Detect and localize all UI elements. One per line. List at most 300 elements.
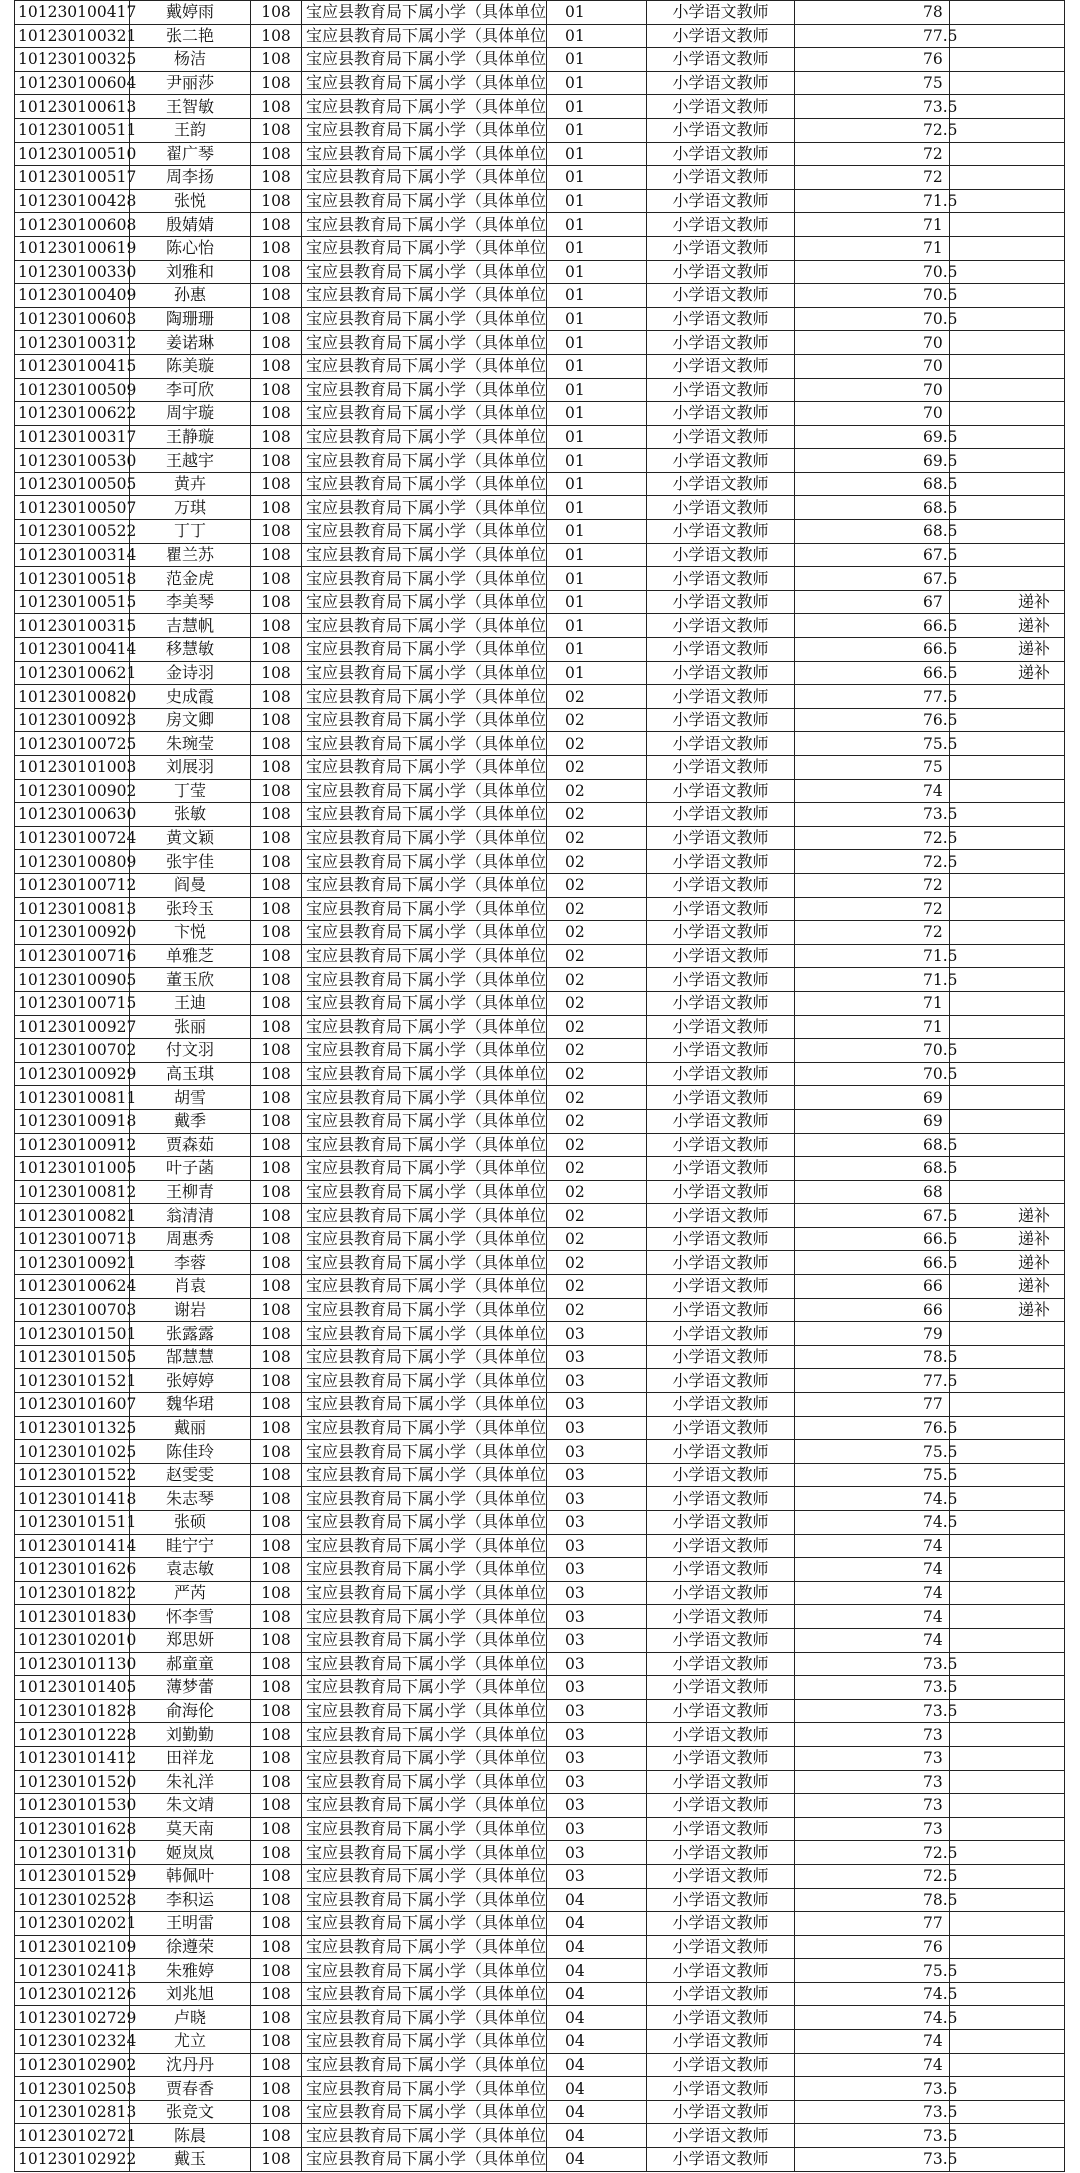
employer-cell: 宝应县教育局下属小学（具体单位 (302, 543, 547, 567)
table-row (15, 189, 1065, 213)
employer-cell: 宝应县教育局下属小学（具体单位 (302, 402, 547, 426)
position-name-cell: 小学语文教师 (647, 1251, 795, 1275)
position-code-cell: 02 (547, 968, 647, 992)
position-code-cell: 04 (547, 2030, 647, 2054)
candidate-name-cell: 王柳青 (130, 1180, 251, 1204)
remark-cell (950, 2100, 1065, 2124)
remark-cell (950, 1581, 1065, 1605)
dept-code-cell: 108 (251, 1322, 302, 1346)
candidate-name-cell: 王明雷 (130, 1912, 251, 1936)
position-code-cell: 03 (547, 1723, 647, 1747)
exam-id-cell: 101230101412 (15, 1746, 130, 1770)
exam-id-cell: 101230100929 (15, 1062, 130, 1086)
score-cell: 73.5 (795, 1652, 950, 1676)
employer-cell: 宝应县教育局下属小学（具体单位 (302, 24, 547, 48)
candidate-name-cell: 戴季 (130, 1109, 251, 1133)
remark-cell (950, 118, 1065, 142)
score-cell: 72 (795, 921, 950, 945)
score-cell: 76.5 (795, 708, 950, 732)
score-cell: 74.5 (795, 1487, 950, 1511)
employer-cell: 宝应县教育局下属小学（具体单位 (302, 1298, 547, 1322)
exam-id-cell: 101230100330 (15, 260, 130, 284)
table-row (15, 1652, 1065, 1676)
remark-cell: 递补 (950, 661, 1065, 685)
dept-code-cell: 108 (251, 708, 302, 732)
table-row (15, 71, 1065, 95)
exam-id-cell: 101230100716 (15, 944, 130, 968)
results-table (14, 0, 1065, 2172)
position-code-cell: 01 (547, 425, 647, 449)
dept-code-cell: 108 (251, 1298, 302, 1322)
position-code-cell: 01 (547, 24, 647, 48)
score-cell: 77.5 (795, 1369, 950, 1393)
employer-cell: 宝应县教育局下属小学（具体单位 (302, 1086, 547, 1110)
position-name-cell: 小学语文教师 (647, 1039, 795, 1063)
score-cell: 67.5 (795, 543, 950, 567)
table-row (15, 1322, 1065, 1346)
dept-code-cell: 108 (251, 213, 302, 237)
dept-code-cell: 108 (251, 1109, 302, 1133)
position-name-cell: 小学语文教师 (647, 1062, 795, 1086)
candidate-name-cell: 金诗羽 (130, 661, 251, 685)
exam-id-cell: 101230101822 (15, 1581, 130, 1605)
dept-code-cell: 108 (251, 638, 302, 662)
remark-cell (950, 1628, 1065, 1652)
remark-cell (950, 24, 1065, 48)
dept-code-cell: 108 (251, 1275, 302, 1299)
position-name-cell: 小学语文教师 (647, 1275, 795, 1299)
position-code-cell: 03 (547, 1817, 647, 1841)
position-name-cell: 小学语文教师 (647, 756, 795, 780)
position-name-cell: 小学语文教师 (647, 1581, 795, 1605)
table-row (15, 2148, 1065, 2172)
remark-cell (950, 95, 1065, 119)
remark-cell (950, 921, 1065, 945)
score-cell: 77 (795, 1393, 950, 1417)
dept-code-cell: 108 (251, 779, 302, 803)
position-code-cell: 01 (547, 307, 647, 331)
position-name-cell: 小学语文教师 (647, 331, 795, 355)
score-cell: 69.5 (795, 449, 950, 473)
remark-cell (950, 991, 1065, 1015)
score-cell: 74 (795, 2030, 950, 2054)
dept-code-cell: 108 (251, 378, 302, 402)
candidate-name-cell: 丁丁 (130, 520, 251, 544)
table-row (15, 921, 1065, 945)
position-name-cell: 小学语文教师 (647, 378, 795, 402)
position-code-cell: 04 (547, 2077, 647, 2101)
position-code-cell: 03 (547, 1746, 647, 1770)
position-name-cell: 小学语文教师 (647, 118, 795, 142)
remark-cell (950, 331, 1065, 355)
position-code-cell: 03 (547, 1581, 647, 1605)
exam-id-cell: 101230100820 (15, 685, 130, 709)
candidate-name-cell: 周惠秀 (130, 1227, 251, 1251)
exam-id-cell: 101230101628 (15, 1817, 130, 1841)
table-row (15, 873, 1065, 897)
employer-cell: 宝应县教育局下属小学（具体单位 (302, 284, 547, 308)
employer-cell: 宝应县教育局下属小学（具体单位 (302, 2006, 547, 2030)
score-cell: 71 (795, 236, 950, 260)
position-code-cell: 03 (547, 1864, 647, 1888)
dept-code-cell: 108 (251, 402, 302, 426)
remark-cell: 递补 (950, 1275, 1065, 1299)
score-cell: 74 (795, 1534, 950, 1558)
score-cell: 66.5 (795, 1251, 950, 1275)
position-code-cell: 01 (547, 331, 647, 355)
score-cell: 75.5 (795, 1959, 950, 1983)
score-cell: 73.5 (795, 803, 950, 827)
remark-cell (950, 142, 1065, 166)
position-code-cell: 04 (547, 1982, 647, 2006)
position-name-cell: 小学语文教师 (647, 708, 795, 732)
employer-cell: 宝应县教育局下属小学（具体单位 (302, 944, 547, 968)
exam-id-cell: 101230100325 (15, 48, 130, 72)
position-code-cell: 03 (547, 1322, 647, 1346)
remark-cell (950, 1558, 1065, 1582)
score-cell: 72 (795, 142, 950, 166)
position-code-cell: 04 (547, 1935, 647, 1959)
table-row (15, 2030, 1065, 2054)
position-code-cell: 03 (547, 1345, 647, 1369)
position-name-cell: 小学语文教师 (647, 2006, 795, 2030)
candidate-name-cell: 张玲玉 (130, 897, 251, 921)
score-cell: 67 (795, 590, 950, 614)
exam-id-cell: 101230100317 (15, 425, 130, 449)
exam-id-cell: 101230100417 (15, 1, 130, 25)
dept-code-cell: 108 (251, 2006, 302, 2030)
table-row (15, 48, 1065, 72)
exam-id-cell: 101230100510 (15, 142, 130, 166)
dept-code-cell: 108 (251, 1251, 302, 1275)
position-code-cell: 04 (547, 2148, 647, 2172)
candidate-name-cell: 朱文靖 (130, 1794, 251, 1818)
position-code-cell: 03 (547, 1770, 647, 1794)
position-name-cell: 小学语文教师 (647, 1817, 795, 1841)
position-name-cell: 小学语文教师 (647, 897, 795, 921)
remark-cell (950, 803, 1065, 827)
position-code-cell: 01 (547, 520, 647, 544)
position-code-cell: 01 (547, 260, 647, 284)
position-code-cell: 01 (547, 236, 647, 260)
candidate-name-cell: 张婷婷 (130, 1369, 251, 1393)
candidate-name-cell: 怀李雪 (130, 1605, 251, 1629)
table-row (15, 803, 1065, 827)
candidate-name-cell: 刘勤勤 (130, 1723, 251, 1747)
employer-cell: 宝应县教育局下属小学（具体单位 (302, 873, 547, 897)
dept-code-cell: 108 (251, 921, 302, 945)
exam-id-cell: 101230102922 (15, 2148, 130, 2172)
position-name-cell: 小学语文教师 (647, 425, 795, 449)
table-row (15, 1534, 1065, 1558)
employer-cell: 宝应县教育局下属小学（具体单位 (302, 307, 547, 331)
dept-code-cell: 108 (251, 732, 302, 756)
position-name-cell: 小学语文教师 (647, 1982, 795, 2006)
remark-cell: 递补 (950, 1227, 1065, 1251)
position-code-cell: 03 (547, 1534, 647, 1558)
employer-cell: 宝应县教育局下属小学（具体单位 (302, 1275, 547, 1299)
candidate-name-cell: 周宇璇 (130, 402, 251, 426)
position-code-cell: 02 (547, 1133, 647, 1157)
score-cell: 72.5 (795, 118, 950, 142)
position-name-cell: 小学语文教师 (647, 590, 795, 614)
exam-id-cell: 101230100715 (15, 991, 130, 1015)
score-cell: 70 (795, 354, 950, 378)
remark-cell (950, 2030, 1065, 2054)
position-code-cell: 01 (547, 166, 647, 190)
dept-code-cell: 108 (251, 1180, 302, 1204)
position-name-cell: 小学语文教师 (647, 1393, 795, 1417)
remark-cell (950, 1511, 1065, 1535)
table-row (15, 1794, 1065, 1818)
table-row (15, 1133, 1065, 1157)
employer-cell: 宝应县教育局下属小学（具体单位 (302, 1817, 547, 1841)
candidate-name-cell: 俞海伦 (130, 1699, 251, 1723)
employer-cell: 宝应县教育局下属小学（具体单位 (302, 685, 547, 709)
table-row (15, 614, 1065, 638)
candidate-name-cell: 瞿兰苏 (130, 543, 251, 567)
position-code-cell: 02 (547, 850, 647, 874)
candidate-name-cell: 陈美璇 (130, 354, 251, 378)
dept-code-cell: 108 (251, 496, 302, 520)
score-cell: 73 (795, 1794, 950, 1818)
score-cell: 74.5 (795, 1982, 950, 2006)
table-row (15, 661, 1065, 685)
employer-cell: 宝应县教育局下属小学（具体单位 (302, 1676, 547, 1700)
candidate-name-cell: 韩佩叶 (130, 1864, 251, 1888)
dept-code-cell: 108 (251, 236, 302, 260)
score-cell: 73.5 (795, 2124, 950, 2148)
candidate-name-cell: 翟广琴 (130, 142, 251, 166)
position-code-cell: 04 (547, 1912, 647, 1936)
candidate-name-cell: 胡雪 (130, 1086, 251, 1110)
table-row (15, 1393, 1065, 1417)
candidate-name-cell: 薄梦蕾 (130, 1676, 251, 1700)
score-cell: 68.5 (795, 520, 950, 544)
remark-cell (950, 1062, 1065, 1086)
dept-code-cell: 108 (251, 331, 302, 355)
candidate-name-cell: 朱志琴 (130, 1487, 251, 1511)
remark-cell (950, 2124, 1065, 2148)
exam-id-cell: 101230102902 (15, 2053, 130, 2077)
candidate-name-cell: 董玉欣 (130, 968, 251, 992)
employer-cell: 宝应县教育局下属小学（具体单位 (302, 756, 547, 780)
position-code-cell: 03 (547, 1558, 647, 1582)
position-name-cell: 小学语文教师 (647, 1322, 795, 1346)
remark-cell (950, 48, 1065, 72)
exam-id-cell: 101230100414 (15, 638, 130, 662)
exam-id-cell: 101230100813 (15, 897, 130, 921)
dept-code-cell: 108 (251, 543, 302, 567)
candidate-name-cell: 贾春香 (130, 2077, 251, 2101)
exam-id-cell: 101230102413 (15, 1959, 130, 1983)
remark-cell (950, 520, 1065, 544)
position-code-cell: 01 (547, 449, 647, 473)
remark-cell (950, 944, 1065, 968)
candidate-name-cell: 李可欣 (130, 378, 251, 402)
remark-cell (950, 1935, 1065, 1959)
candidate-name-cell: 严芮 (130, 1581, 251, 1605)
exam-id-cell: 101230100923 (15, 708, 130, 732)
position-name-cell: 小学语文教师 (647, 1841, 795, 1865)
table-row (15, 2053, 1065, 2077)
score-cell: 76 (795, 48, 950, 72)
candidate-name-cell: 房文卿 (130, 708, 251, 732)
table-row (15, 1298, 1065, 1322)
position-code-cell: 04 (547, 2053, 647, 2077)
exam-id-cell: 101230102503 (15, 2077, 130, 2101)
exam-id-cell: 101230101130 (15, 1652, 130, 1676)
dept-code-cell: 108 (251, 1440, 302, 1464)
candidate-name-cell: 朱礼洋 (130, 1770, 251, 1794)
exam-id-cell: 101230100603 (15, 307, 130, 331)
position-code-cell: 01 (547, 543, 647, 567)
remark-cell (950, 1109, 1065, 1133)
position-code-cell: 01 (547, 590, 647, 614)
candidate-name-cell: 高玉琪 (130, 1062, 251, 1086)
exam-id-cell: 101230102126 (15, 1982, 130, 2006)
candidate-name-cell: 谢岩 (130, 1298, 251, 1322)
remark-cell (950, 2148, 1065, 2172)
employer-cell: 宝应县教育局下属小学（具体单位 (302, 189, 547, 213)
employer-cell: 宝应县教育局下属小学（具体单位 (302, 2100, 547, 2124)
dept-code-cell: 108 (251, 1369, 302, 1393)
position-code-cell: 02 (547, 1109, 647, 1133)
table-row (15, 1345, 1065, 1369)
exam-id-cell: 101230101607 (15, 1393, 130, 1417)
score-cell: 77.5 (795, 24, 950, 48)
position-code-cell: 02 (547, 1204, 647, 1228)
table-row (15, 496, 1065, 520)
dept-code-cell: 108 (251, 1817, 302, 1841)
candidate-name-cell: 赵雯雯 (130, 1463, 251, 1487)
remark-cell (950, 2053, 1065, 2077)
exam-id-cell: 101230100812 (15, 1180, 130, 1204)
candidate-name-cell: 戴玉 (130, 2148, 251, 2172)
position-name-cell: 小学语文教师 (647, 354, 795, 378)
dept-code-cell: 108 (251, 826, 302, 850)
score-cell: 73 (795, 1723, 950, 1747)
position-name-cell: 小学语文教师 (647, 236, 795, 260)
exam-id-cell: 101230100905 (15, 968, 130, 992)
table-row (15, 685, 1065, 709)
score-cell: 71 (795, 213, 950, 237)
score-cell: 68.5 (795, 496, 950, 520)
candidate-name-cell: 翁清清 (130, 1204, 251, 1228)
dept-code-cell: 108 (251, 520, 302, 544)
position-name-cell: 小学语文教师 (647, 1204, 795, 1228)
employer-cell: 宝应县教育局下属小学（具体单位 (302, 1345, 547, 1369)
dept-code-cell: 108 (251, 2148, 302, 2172)
dept-code-cell: 108 (251, 1699, 302, 1723)
exam-id-cell: 101230101228 (15, 1723, 130, 1747)
table-row (15, 24, 1065, 48)
dept-code-cell: 108 (251, 1558, 302, 1582)
dept-code-cell: 108 (251, 1676, 302, 1700)
position-code-cell: 02 (547, 1039, 647, 1063)
score-cell: 73.5 (795, 2100, 950, 2124)
employer-cell: 宝应县教育局下属小学（具体单位 (302, 1, 547, 25)
score-cell: 76.5 (795, 1416, 950, 1440)
position-name-cell: 小学语文教师 (647, 2053, 795, 2077)
position-code-cell: 02 (547, 685, 647, 709)
position-name-cell: 小学语文教师 (647, 1534, 795, 1558)
candidate-name-cell: 张悦 (130, 189, 251, 213)
position-code-cell: 04 (547, 1888, 647, 1912)
exam-id-cell: 101230101325 (15, 1416, 130, 1440)
remark-cell (950, 756, 1065, 780)
score-cell: 75.5 (795, 732, 950, 756)
exam-id-cell: 101230101520 (15, 1770, 130, 1794)
candidate-name-cell: 吉慧帆 (130, 614, 251, 638)
exam-id-cell: 101230100920 (15, 921, 130, 945)
table-row (15, 378, 1065, 402)
table-row (15, 213, 1065, 237)
dept-code-cell: 108 (251, 1959, 302, 1983)
exam-id-cell: 101230101418 (15, 1487, 130, 1511)
position-code-cell: 02 (547, 1157, 647, 1181)
employer-cell: 宝应县教育局下属小学（具体单位 (302, 1912, 547, 1936)
remark-cell (950, 354, 1065, 378)
position-name-cell: 小学语文教师 (647, 1699, 795, 1723)
score-cell: 71 (795, 1015, 950, 1039)
position-name-cell: 小学语文教师 (647, 1157, 795, 1181)
remark-cell (950, 1841, 1065, 1865)
dept-code-cell: 108 (251, 803, 302, 827)
table-row (15, 826, 1065, 850)
score-cell: 74 (795, 1558, 950, 1582)
position-name-cell: 小学语文教师 (647, 1086, 795, 1110)
candidate-name-cell: 单雅芝 (130, 944, 251, 968)
table-row (15, 1511, 1065, 1535)
position-code-cell: 02 (547, 991, 647, 1015)
position-code-cell: 04 (547, 2006, 647, 2030)
remark-cell (950, 1723, 1065, 1747)
table-row (15, 1605, 1065, 1629)
dept-code-cell: 108 (251, 1204, 302, 1228)
candidate-name-cell: 肖袁 (130, 1275, 251, 1299)
exam-id-cell: 101230100511 (15, 118, 130, 142)
position-name-cell: 小学语文教师 (647, 638, 795, 662)
dept-code-cell: 108 (251, 71, 302, 95)
score-cell: 79 (795, 1322, 950, 1346)
candidate-name-cell: 陈晨 (130, 2124, 251, 2148)
position-code-cell: 03 (547, 1369, 647, 1393)
exam-id-cell: 101230100927 (15, 1015, 130, 1039)
employer-cell: 宝应县教育局下属小学（具体单位 (302, 638, 547, 662)
employer-cell: 宝应县教育局下属小学（具体单位 (302, 2124, 547, 2148)
position-code-cell: 02 (547, 1062, 647, 1086)
employer-cell: 宝应县教育局下属小学（具体单位 (302, 1157, 547, 1181)
exam-id-cell: 101230100522 (15, 520, 130, 544)
table-row (15, 1109, 1065, 1133)
score-cell: 76 (795, 1935, 950, 1959)
candidate-name-cell: 周李扬 (130, 166, 251, 190)
employer-cell: 宝应县教育局下属小学（具体单位 (302, 213, 547, 237)
position-code-cell: 01 (547, 284, 647, 308)
candidate-name-cell: 尹丽莎 (130, 71, 251, 95)
table-row (15, 1699, 1065, 1723)
score-cell: 72.5 (795, 1841, 950, 1865)
candidate-name-cell: 李蓉 (130, 1251, 251, 1275)
table-row (15, 1912, 1065, 1936)
score-cell: 66.5 (795, 638, 950, 662)
candidate-name-cell: 郜慧慧 (130, 1345, 251, 1369)
score-cell: 67.5 (795, 567, 950, 591)
position-code-cell: 01 (547, 661, 647, 685)
exam-id-cell: 101230101005 (15, 1157, 130, 1181)
position-name-cell: 小学语文教师 (647, 803, 795, 827)
